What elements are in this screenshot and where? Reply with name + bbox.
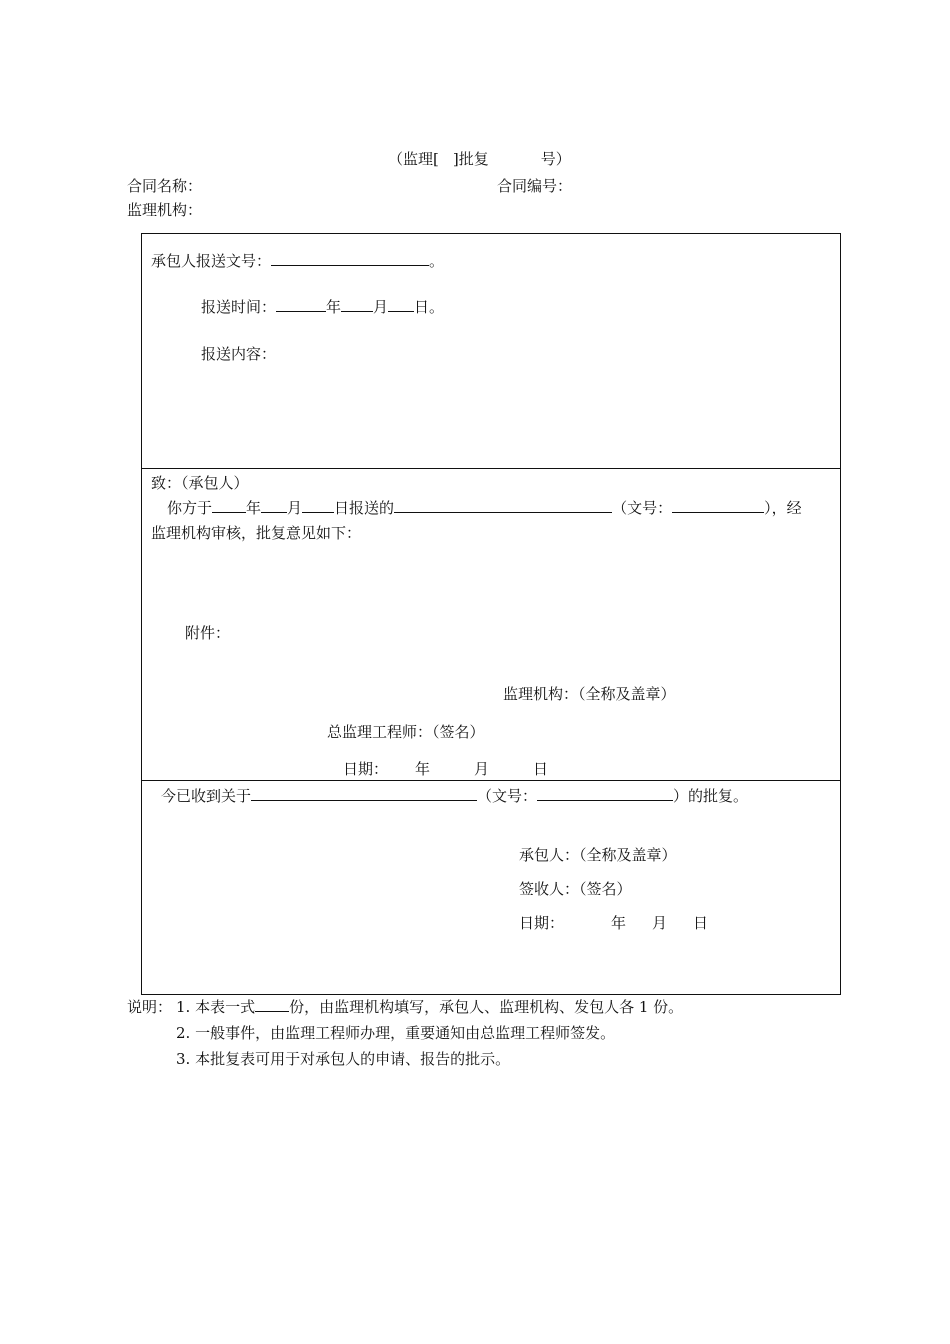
review-day-blank[interactable] <box>302 498 334 513</box>
received-line: 今已收到关于 （文号： ）的批复。 <box>161 787 749 805</box>
contract-number-label: 合同编号： <box>497 177 573 195</box>
submission-doc-no-blank[interactable] <box>271 251 429 266</box>
review-sentence-line-2: 监理机构审核，批复意见如下： <box>151 524 362 542</box>
contractor-sign-line: 承包人：（全称及盖章） <box>519 846 677 864</box>
note-3: 3. 本批复表可用于对承包人的申请、报告的批示。 <box>176 1050 511 1068</box>
notes-label: 说明： <box>127 998 173 1016</box>
review-date-label: 日期： <box>343 760 389 778</box>
submission-content-label: 报送内容： <box>201 345 277 363</box>
note-2: 2. 一般事件，由监理工程师办理，重要通知由总监理工程师签发。 <box>176 1024 616 1042</box>
review-year-blank[interactable] <box>212 498 246 513</box>
review-month-blank[interactable] <box>261 498 287 513</box>
note-1: 1. 本表一式 份，由监理机构填写，承包人、监理机构、发包人各 1 份。 <box>176 998 684 1016</box>
received-subject-blank[interactable] <box>251 786 477 801</box>
addressee-label: 致：（承包人） <box>151 474 249 492</box>
review-date-line: 日期： 年 月 日 <box>343 760 549 778</box>
section-divider-1 <box>142 468 840 469</box>
submission-year-blank[interactable] <box>276 297 326 312</box>
review-subject-blank[interactable] <box>394 498 612 513</box>
submission-time-line: 报送时间： 年 月 日。 <box>201 298 445 316</box>
supervisor-org-label: 监理机构： <box>127 201 203 219</box>
doc-number-prefix: （监理[ <box>388 150 439 168</box>
attachment-label: 附件： <box>185 624 231 642</box>
receipt-date-line: 日期： 年 月 日 <box>519 914 709 932</box>
org-sign-line: 监理机构：（全称及盖章） <box>503 685 676 703</box>
copies-count-blank[interactable] <box>255 997 289 1012</box>
doc-number-line <box>388 149 571 169</box>
received-doc-no-blank[interactable] <box>537 786 673 801</box>
submission-doc-no-label: 承包人报送文号： <box>151 252 272 270</box>
submission-month-blank[interactable] <box>341 297 373 312</box>
submission-day-blank[interactable] <box>388 297 414 312</box>
receipt-date-label: 日期： <box>519 914 565 932</box>
doc-number-suffix: 号） <box>540 150 571 168</box>
review-doc-no-blank[interactable] <box>672 498 764 513</box>
contract-name-label: 合同名称： <box>127 177 203 195</box>
doc-number-mid: ]批复 <box>452 150 489 168</box>
submission-doc-no-line: 承包人报送文号： 。 <box>151 252 445 270</box>
receiver-sign-line: 签收人：（签名） <box>519 880 632 898</box>
review-sentence-line: 你方于 年 月 日报送的 （文号： ），经 <box>167 499 802 517</box>
approval-form-box <box>141 233 841 995</box>
section-divider-2 <box>142 780 840 781</box>
submission-time-label: 报送时间： <box>201 298 277 316</box>
chief-engineer-sign-line: 总监理工程师：（签名） <box>327 723 485 741</box>
